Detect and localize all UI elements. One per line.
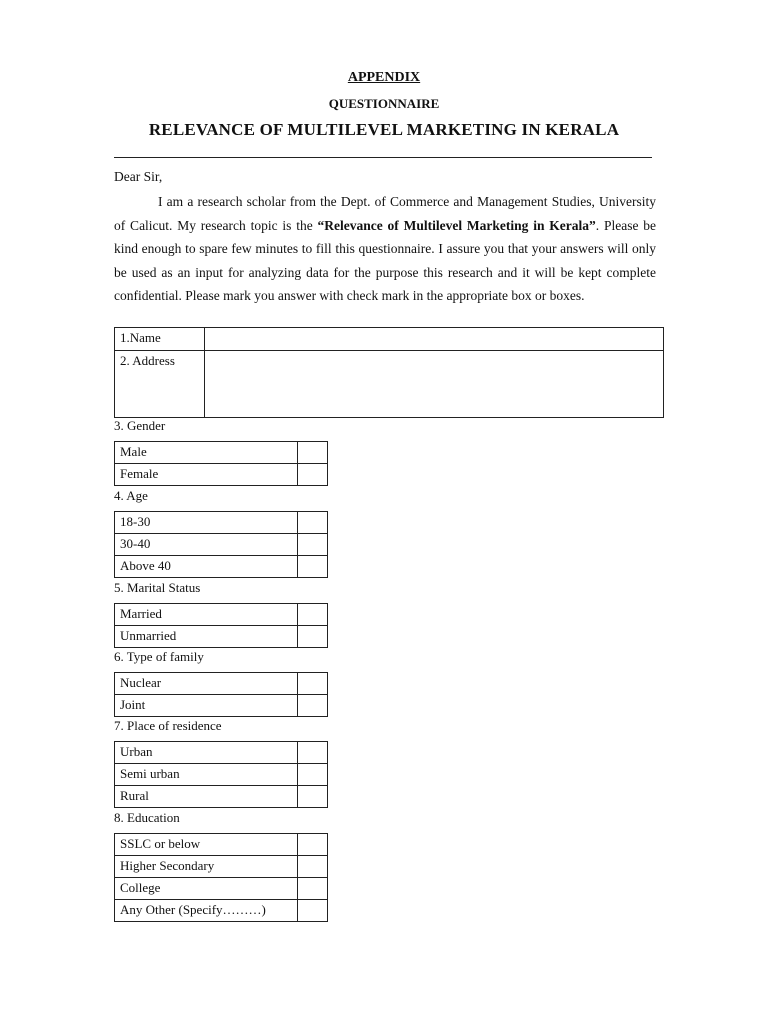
name-field[interactable]	[205, 328, 664, 351]
option-row	[115, 626, 328, 648]
options-table	[114, 511, 328, 578]
check-box[interactable]	[297, 604, 327, 626]
option-label: 30-40	[115, 534, 298, 556]
option-row	[115, 856, 328, 878]
question-label: 7. Place of residence	[114, 718, 222, 733]
option-label: Higher Secondary	[115, 856, 298, 878]
check-box[interactable]	[297, 673, 327, 695]
option-row	[115, 764, 328, 786]
check-box[interactable]	[297, 856, 327, 878]
check-box[interactable]	[297, 556, 327, 578]
document-title: RELEVANCE OF MULTILEVEL MARKETING IN KERALA	[148, 120, 620, 139]
check-box[interactable]	[297, 900, 327, 922]
option-label: Nuclear	[115, 673, 298, 695]
option-label: Any Other (Specify………)	[115, 900, 298, 922]
option-label: Urban	[115, 742, 298, 764]
name-label: 1.Name	[115, 328, 205, 351]
check-box[interactable]	[297, 786, 327, 808]
option-row	[115, 604, 328, 626]
check-box[interactable]	[297, 512, 327, 534]
options-table	[114, 672, 328, 717]
question-label: 4. Age	[114, 488, 148, 503]
question-label: 5. Marital Status	[114, 580, 201, 595]
option-label: Semi urban	[115, 764, 298, 786]
option-row	[115, 512, 328, 534]
options-table	[114, 741, 328, 808]
check-box[interactable]	[297, 464, 327, 486]
options-table	[114, 603, 328, 648]
check-box[interactable]	[297, 742, 327, 764]
options-table	[114, 441, 328, 486]
check-box[interactable]	[297, 442, 327, 464]
check-box[interactable]	[297, 534, 327, 556]
address-label: 2. Address	[115, 351, 205, 418]
check-box[interactable]	[297, 764, 327, 786]
option-row	[115, 534, 328, 556]
option-label: Rural	[115, 786, 298, 808]
appendix-heading: APPENDIX	[347, 70, 421, 85]
option-row	[115, 900, 328, 922]
question-label: 8. Education	[114, 810, 180, 825]
option-row	[115, 878, 328, 900]
personal-details-table	[114, 327, 664, 418]
option-row	[115, 556, 328, 578]
title-divider	[114, 157, 652, 158]
option-label: Joint	[115, 695, 298, 717]
research-topic: “Relevance of Multilevel Marketing in Kerala”	[317, 217, 596, 233]
check-box[interactable]	[297, 695, 327, 717]
check-box[interactable]	[297, 626, 327, 648]
option-label: Female	[115, 464, 298, 486]
option-row	[115, 834, 328, 856]
option-label: Male	[115, 442, 298, 464]
option-label: Married	[115, 604, 298, 626]
cover-letter	[114, 190, 656, 308]
check-box[interactable]	[297, 834, 327, 856]
question-label: 6. Type of family	[114, 649, 204, 664]
letter-text-1: I am a research scholar from the Dept. of Commerce and Management Studies, University of Calicut. My research topic is the	[114, 194, 656, 233]
question-label: 3. Gender	[114, 418, 166, 433]
option-row	[115, 742, 328, 764]
option-row	[115, 786, 328, 808]
salutation: Dear Sir,	[114, 169, 163, 184]
address-field[interactable]	[205, 351, 664, 418]
letter-text-2: . Please be kind enough to spare few minutes to fill this questionnaire. I assure you that your answers will only be used as an input for analyzing data for the purpose this research and it will be kept complete confidential. Please mark you answer with check mark in the appropriate box or boxes.	[114, 217, 656, 303]
option-row	[115, 673, 328, 695]
questionnaire-heading: QUESTIONNAIRE	[328, 96, 440, 111]
option-row	[115, 464, 328, 486]
option-row	[115, 442, 328, 464]
option-label: College	[115, 878, 298, 900]
option-label: SSLC or below	[115, 834, 298, 856]
check-box[interactable]	[297, 878, 327, 900]
options-table	[114, 833, 328, 922]
option-label: Unmarried	[115, 626, 298, 648]
option-label: 18-30	[115, 512, 298, 534]
option-label: Above 40	[115, 556, 298, 578]
option-row	[115, 695, 328, 717]
